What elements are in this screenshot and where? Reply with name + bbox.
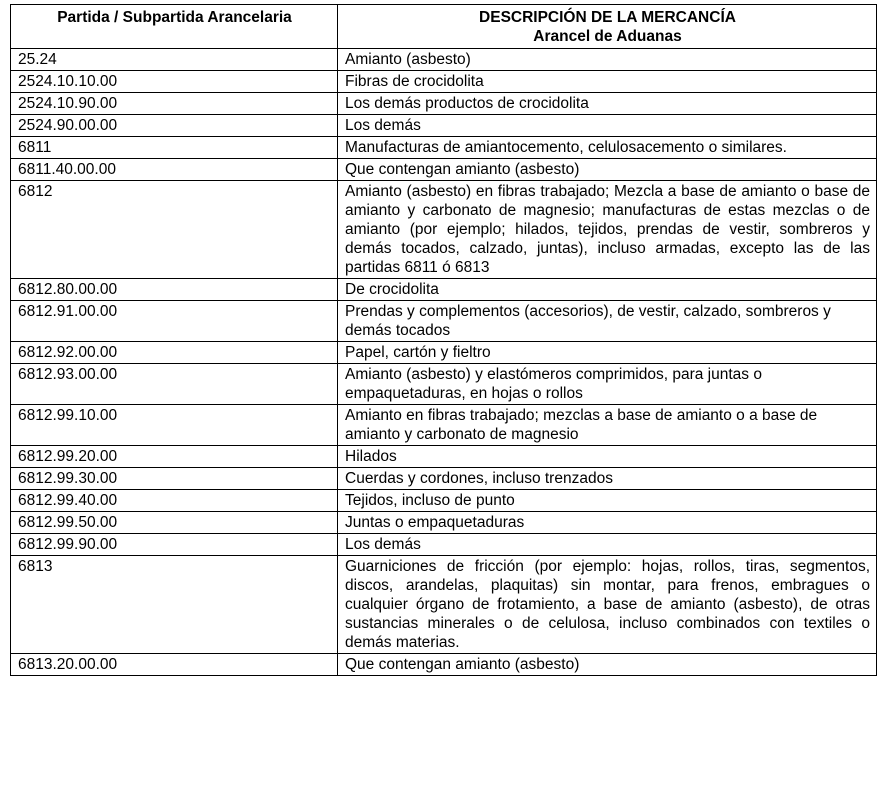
tariff-code-cell: 6812.80.00.00 — [11, 279, 338, 301]
table-row — [11, 446, 877, 468]
description-cell: Los demás productos de crocidolita — [338, 93, 877, 115]
table-header — [11, 5, 877, 49]
header-description-subtitle: Arancel de Aduanas — [533, 28, 682, 45]
table-row — [11, 181, 877, 279]
table-row — [11, 71, 877, 93]
table-row — [11, 301, 877, 342]
description-cell: Manufacturas de amiantocemento, celulosacemento o similares. — [338, 137, 877, 159]
table-row — [11, 534, 877, 556]
description-cell: Juntas o empaquetaduras — [338, 512, 877, 534]
table-row — [11, 490, 877, 512]
tariff-code-cell: 6812.99.50.00 — [11, 512, 338, 534]
description-cell: Prendas y complementos (accesorios), de vestir, calzado, sombreros y demás tocados — [338, 301, 877, 342]
description-cell: Los demás — [338, 115, 877, 137]
tariff-code-cell: 6811 — [11, 137, 338, 159]
description-cell: Que contengan amianto (asbesto) — [338, 654, 877, 676]
description-cell: De crocidolita — [338, 279, 877, 301]
table-row — [11, 556, 877, 654]
description-cell: Cuerdas y cordones, incluso trenzados — [338, 468, 877, 490]
tariff-code-cell: 2524.90.00.00 — [11, 115, 338, 137]
table-row — [11, 159, 877, 181]
tariff-code-cell: 6811.40.00.00 — [11, 159, 338, 181]
table-row — [11, 405, 877, 446]
description-cell: Amianto (asbesto) y elastómeros comprimidos, para juntas o empaquetaduras, en hojas o rollos — [338, 364, 877, 405]
table-row — [11, 654, 877, 676]
description-cell: Fibras de crocidolita — [338, 71, 877, 93]
table-row — [11, 364, 877, 405]
tariff-code-cell: 6812.93.00.00 — [11, 364, 338, 405]
tariff-code-cell: 2524.10.90.00 — [11, 93, 338, 115]
table-row — [11, 49, 877, 71]
tariff-code-cell: 6812.99.40.00 — [11, 490, 338, 512]
tariff-code-cell: 2524.10.10.00 — [11, 71, 338, 93]
description-cell: Papel, cartón y fieltro — [338, 342, 877, 364]
table-row — [11, 137, 877, 159]
tariff-code-cell: 6812.91.00.00 — [11, 301, 338, 342]
tariff-code-cell: 6812.99.90.00 — [11, 534, 338, 556]
description-cell: Amianto (asbesto) — [338, 49, 877, 71]
description-cell: Guarniciones de fricción (por ejemplo: hojas, rollos, tiras, segmentos, discos, arandelas, plaquitas) sin montar, para frenos, embragues o cualquier órgano de frotamiento, a base de amianto (asbesto), de otras sustancias minerales o de celulosa, incluso combinados con textiles o demás materias. — [338, 556, 877, 654]
description-cell: Amianto (asbesto) en fibras trabajado; Mezcla a base de amianto o base de amianto y carbonato de magnesio; manufacturas de estas mezclas o de amianto (por ejemplo; hilados, tejidos, prendas de vestir, sombreros y demás tocados, calzado, juntas), incluso armadas, excepto las de las partidas 6811 ó 6813 — [338, 181, 877, 279]
tariff-code-cell: 6812.99.10.00 — [11, 405, 338, 446]
tariff-code-cell: 6812 — [11, 181, 338, 279]
table-row — [11, 512, 877, 534]
table-row — [11, 279, 877, 301]
header-description — [338, 5, 877, 49]
tariff-code-cell: 6812.92.00.00 — [11, 342, 338, 364]
tariff-code-cell: 6813 — [11, 556, 338, 654]
table-row — [11, 93, 877, 115]
tariff-code-cell: 6812.99.30.00 — [11, 468, 338, 490]
table-row — [11, 342, 877, 364]
tariff-table — [10, 4, 877, 676]
table-body — [11, 49, 877, 676]
table-row — [11, 115, 877, 137]
tariff-code-cell: 25.24 — [11, 49, 338, 71]
description-cell: Hilados — [338, 446, 877, 468]
table-row — [11, 468, 877, 490]
description-cell: Los demás — [338, 534, 877, 556]
header-description-title: DESCRIPCIÓN DE LA MERCANCÍA — [479, 9, 736, 26]
description-cell: Que contengan amianto (asbesto) — [338, 159, 877, 181]
tariff-code-cell: 6812.99.20.00 — [11, 446, 338, 468]
description-cell: Amianto en fibras trabajado; mezclas a base de amianto o a base de amianto y carbonato de magnesio — [338, 405, 877, 446]
header-row — [11, 5, 877, 49]
header-code: Partida / Subpartida Arancelaria — [11, 5, 338, 49]
tariff-code-cell: 6813.20.00.00 — [11, 654, 338, 676]
description-cell: Tejidos, incluso de punto — [338, 490, 877, 512]
